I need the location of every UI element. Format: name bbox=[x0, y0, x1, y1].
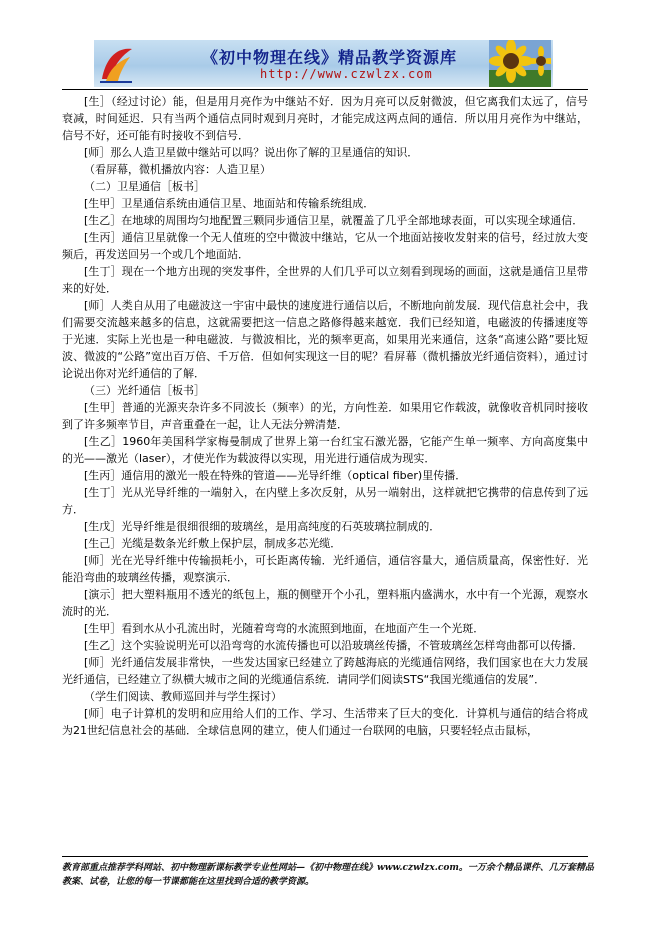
paragraph: [师］光在光导纤维中传输损耗小，可长距离传输．光纤通信，通信容量大，通信质量高，保密性好．光能沿弯曲的玻璃丝传播，观察演示． bbox=[62, 554, 588, 584]
paragraph: [生］（经过讨论）能，但是用月亮作为中继站不好．因为月亮可以反射微波，但它离我们太远了，信号衰减，时间延迟．只有当两个通信点同时观到月亮时，才能完成这两点间的通信．所以用月亮作为中继站，信号不好，还可能有时接收不到信号． bbox=[62, 95, 588, 142]
paragraph: [生己］光缆是数条光纤敷上保护层，制成多芯光缆． bbox=[84, 537, 342, 550]
page-footer: 教育部重点推荐学科网站、初中物理新课标教学专业性网站—《初中物理在线》www.czwlzx.com。一万余个精品课件、几万套精品教案、试卷，让您的每一节课都能在这里找到合适的教学资源。 bbox=[62, 863, 594, 887]
paragraph: [生乙］1960年美国科学家梅曼制成了世界上第一台红宝石激光器，它能产生单一频率、方向高度集中的光——激光（laser），才使光作为载波得以实现，用光进行通信成为现实． bbox=[62, 435, 588, 465]
paragraph: [生丙］通信用的激光一般在特殊的管道——光导纤维（optical fiber)里传播． bbox=[84, 469, 467, 482]
paragraph: [生甲］看到水从小孔流出时，光随着弯弯的水流照到地面，在地面产生一个光斑． bbox=[84, 622, 485, 635]
paragraph: [生乙］在地球的周围均匀地配置三颗同步通信卫星，就覆盖了几乎全部地球表面，可以实现全球通信． bbox=[84, 214, 584, 227]
paragraph: [师］光纤通信发展非常快，一些发达国家已经建立了跨越海底的光缆通信网络，我们国家也在大力发展光纤通信，已经建立了纵横大城市之间的光缆通信系统．请同学们阅读STS“我国光缆通信的发展”． bbox=[62, 656, 588, 686]
paragraph: [生丁］光从光导纤维的一端射入，在内壁上多次反射，从另一端射出，这样就把它携带的信息传到了远方． bbox=[62, 486, 588, 516]
paragraph: [生丁］现在一个地方出现的突发事件，全世界的人们几乎可以立刻看到现场的画面，这就是通信卫星带来的好处． bbox=[62, 265, 588, 295]
document-body bbox=[62, 93, 588, 739]
sunflower-icon bbox=[489, 40, 551, 87]
header-banner bbox=[94, 40, 553, 87]
banner-title: 《初中物理在线》精品教学资源库 bbox=[202, 48, 458, 67]
paragraph: [师］人类自从用了电磁波这一宇宙中最快的速度进行通信以后，不断地向前发展．现代信息社会中，我们需要交流越来越多的信息，这就需要把这一信息之路修得越来越宽．我们已经知道，电磁波的传播速度等于光速．实际上光也是一种电磁波．与微波相比，光的频率更高，如果用光来通信，这条“高速公路”要比短波、微波的“公路”宽出百万倍、千万倍．但如何实现这一目的呢？看屏幕（微机播放光纤通信资料），通过讨论说出你对光纤通信的了解． bbox=[62, 299, 588, 380]
paragraph: [生戊］光导纤维是很细很细的玻璃丝，是用高纯度的石英玻璃拉制成的． bbox=[84, 520, 441, 533]
paragraph: [生乙］这个实验说明光可以沿弯弯的水流传播也可以沿玻璃丝传播，不管玻璃丝怎样弯曲都可以传播． bbox=[84, 639, 584, 652]
header-rule bbox=[62, 89, 588, 90]
paragraph: [生丙］通信卫星就像一个无人值班的空中微波中继站，它从一个地面站接收发射来的信号，经过放大变频后，再发送回另一个或几个地面站． bbox=[62, 231, 588, 261]
paragraph: [师］电子计算机的发明和应用给人们的工作、学习、生活带来了巨大的变化．计算机与通信的结合将成为21世纪信息社会的基础．全球信息网的建立，使人们通过一台联网的电脑，只要轻轻点击鼠标， bbox=[62, 707, 588, 737]
site-logo-icon bbox=[96, 43, 136, 85]
paragraph: [生甲］普通的光源夹杂许多不同波长（频率）的光，方向性差．如果用它作载波，就像收音机同时接收到了许多频率节目，声音重叠在一起，让人无法分辨清楚． bbox=[62, 401, 588, 431]
paragraph: （学生们阅读、教师巡回并与学生探讨） bbox=[84, 690, 282, 703]
footer-rule bbox=[62, 856, 588, 857]
banner-url: http://www.czwlzx.com bbox=[260, 67, 433, 81]
paragraph: （看屏幕，微机播放内容：人造卫星） bbox=[84, 163, 271, 176]
paragraph: [演示］把大塑料瓶用不透光的纸包上，瓶的侧壁开个小孔，塑料瓶内盛满水，水中有一个光源，观察水流时的光． bbox=[62, 588, 588, 618]
section-heading: （三）光纤通信［板书］ bbox=[84, 384, 205, 397]
section-heading: （二）卫星通信［板书］ bbox=[84, 180, 205, 193]
paragraph: [生甲］卫星通信系统由通信卫星、地面站和传输系统组成． bbox=[84, 197, 375, 210]
paragraph: [师］那么人造卫星做中继站可以吗？说出你了解的卫星通信的知识． bbox=[84, 146, 419, 159]
